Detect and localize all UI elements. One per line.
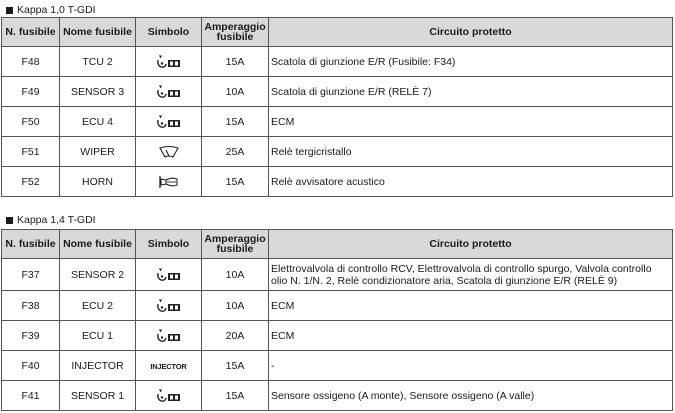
wiper-icon: [158, 145, 180, 157]
fuse-no: F41: [2, 381, 60, 411]
header-fuse-name: Nome fusibile: [60, 18, 136, 47]
fuse-no: F52: [2, 167, 60, 197]
header-circuit: Circuito protetto: [269, 230, 673, 259]
fuse-name: ECU 2: [60, 291, 136, 321]
fuse-name: WIPER: [60, 137, 136, 167]
fuse-symbol: [136, 77, 202, 107]
square-bullet-icon: [6, 7, 13, 14]
fuse-amperage: 15A: [202, 47, 269, 77]
engine-icon: [156, 299, 182, 311]
table-row: [2, 167, 673, 197]
fuse-symbol: [136, 167, 202, 197]
table-row: [2, 259, 673, 291]
section-title: Kappa 1,4 T-GDI: [6, 213, 96, 227]
fuse-symbol: [136, 351, 202, 381]
circuit-protected: Relè avvisatore acustico: [269, 167, 673, 197]
square-bullet-icon: [6, 217, 13, 224]
fuse-symbol: [136, 47, 202, 77]
engine-icon: [156, 115, 182, 127]
engine-icon: [156, 329, 182, 341]
fuse-symbol: [136, 107, 202, 137]
table-row: [2, 47, 673, 77]
header-amperage: Amperaggio fusibile: [202, 230, 269, 259]
fuse-symbol: [136, 291, 202, 321]
header-fuse-no: N. fusibile: [2, 18, 60, 47]
fuse-name: HORN: [60, 167, 136, 197]
fuse-name: SENSOR 1: [60, 381, 136, 411]
table-body: [2, 259, 673, 411]
fuse-no: F40: [2, 351, 60, 381]
fuse-no: F37: [2, 259, 60, 291]
table-row: [2, 351, 673, 381]
fuse-symbol: [136, 321, 202, 351]
engine-icon: [156, 55, 182, 67]
fuse-name: ECU 4: [60, 107, 136, 137]
fuse-amperage: 15A: [202, 351, 269, 381]
circuit-protected: ECM: [269, 321, 673, 351]
fuse-amperage: 25A: [202, 137, 269, 167]
header-fuse-no: N. fusibile: [2, 230, 60, 259]
fuse-name: SENSOR 2: [60, 259, 136, 291]
table-row: [2, 137, 673, 167]
fuse-table-kappa-1-4: [1, 229, 673, 411]
engine-icon: [156, 268, 182, 280]
section-title: Kappa 1,0 T-GDI: [6, 3, 96, 17]
fuse-table-kappa-1-0: [1, 17, 673, 197]
horn-icon: [157, 175, 181, 187]
header-symbol: Simbolo: [136, 230, 202, 259]
table-row: [2, 77, 673, 107]
fuse-name: SENSOR 3: [60, 77, 136, 107]
fuse-amperage: 15A: [202, 381, 269, 411]
fuse-name: TCU 2: [60, 47, 136, 77]
circuit-protected: -: [269, 351, 673, 381]
fuse-amperage: 15A: [202, 167, 269, 197]
fuse-no: F49: [2, 77, 60, 107]
fuse-no: F39: [2, 321, 60, 351]
symbol-text: INJECTOR: [150, 361, 187, 371]
circuit-protected: Sensore ossigeno (A monte), Sensore ossigeno (A valle): [269, 381, 673, 411]
fuse-symbol: [136, 259, 202, 291]
fuse-no: F38: [2, 291, 60, 321]
table-row: [2, 291, 673, 321]
engine-icon: [156, 389, 182, 401]
table-header-row: [2, 230, 673, 259]
circuit-protected: Elettrovalvola di controllo RCV, Elettrovalvola di controllo spurgo, Valvola controllo olio N. 1/N. 2, Relè condizionatore aria, Scatola di giunzione E/R (RELÈ 9): [269, 259, 673, 291]
header-circuit: Circuito protetto: [269, 18, 673, 47]
fuse-amperage: 15A: [202, 107, 269, 137]
table-header-row: [2, 18, 673, 47]
circuit-protected: Scatola di giunzione E/R (RELÈ 7): [269, 77, 673, 107]
fuse-amperage: 10A: [202, 259, 269, 291]
table-row: [2, 321, 673, 351]
fuse-no: F51: [2, 137, 60, 167]
fuse-no: F48: [2, 47, 60, 77]
circuit-protected: Relè tergicristallo: [269, 137, 673, 167]
table-row: [2, 381, 673, 411]
fuse-name: ECU 1: [60, 321, 136, 351]
header-symbol: Simbolo: [136, 18, 202, 47]
fuse-amperage: 10A: [202, 77, 269, 107]
engine-icon: [156, 85, 182, 97]
fuse-symbol: [136, 381, 202, 411]
fuse-amperage: 10A: [202, 291, 269, 321]
circuit-protected: ECM: [269, 107, 673, 137]
fuse-name: INJECTOR: [60, 351, 136, 381]
table-body: [2, 47, 673, 197]
fuse-amperage: 20A: [202, 321, 269, 351]
fuse-symbol: [136, 137, 202, 167]
header-amperage: Amperaggio fusibile: [202, 18, 269, 47]
circuit-protected: Scatola di giunzione E/R (Fusibile: F34): [269, 47, 673, 77]
header-fuse-name: Nome fusibile: [60, 230, 136, 259]
fuse-no: F50: [2, 107, 60, 137]
circuit-protected: ECM: [269, 291, 673, 321]
table-row: [2, 107, 673, 137]
